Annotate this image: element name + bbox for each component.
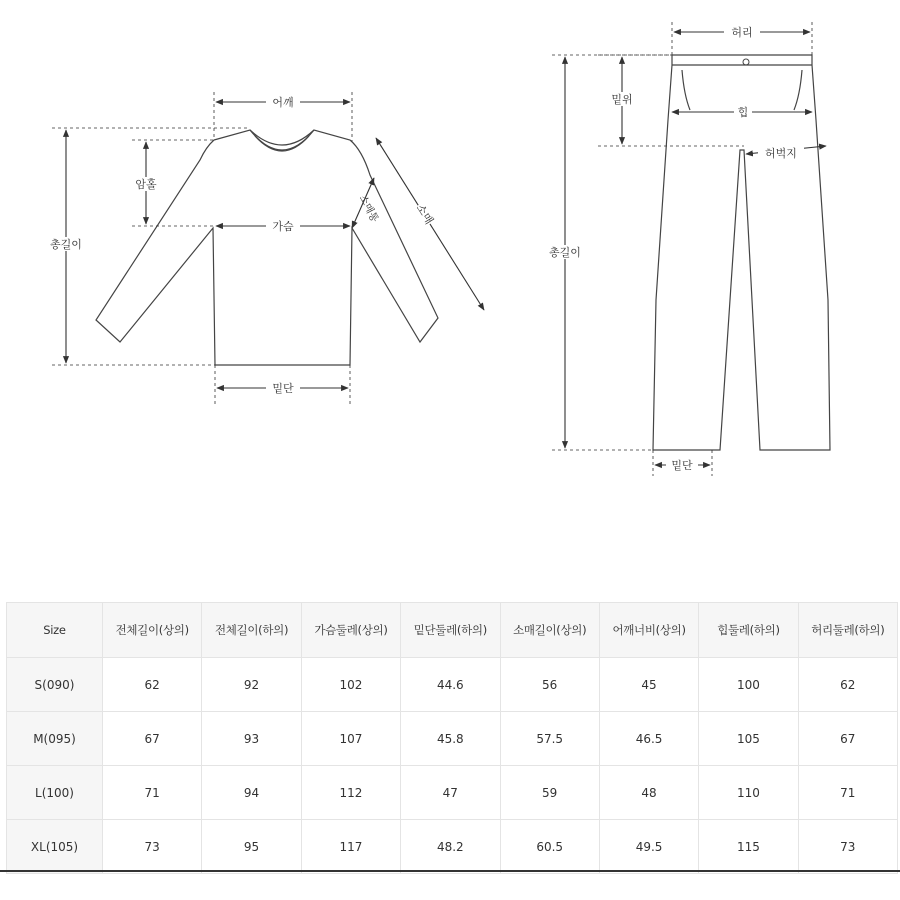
label-pants-rise: 밑위 — [611, 93, 633, 106]
table-cell: 57.5 — [500, 712, 599, 766]
header-sleeve-length: 소매길이(상의) — [500, 603, 599, 658]
table-cell: L(100) — [7, 766, 103, 820]
table-cell: 67 — [103, 712, 202, 766]
table-cell: 62 — [103, 658, 202, 712]
table-cell: 105 — [699, 712, 798, 766]
table-cell: 67 — [798, 712, 897, 766]
top-garment-drawing — [96, 130, 438, 365]
header-hip: 힙둘레(하의) — [699, 603, 798, 658]
label-pants-thigh: 허벅지 — [765, 147, 797, 160]
header-size: Size — [7, 603, 103, 658]
table-cell: 56 — [500, 658, 599, 712]
header-waist: 허리둘레(하의) — [798, 603, 897, 658]
label-sleeve-length: 소매 — [413, 201, 436, 227]
table-row — [7, 766, 898, 820]
table-cell: 49.5 — [599, 820, 698, 874]
table-cell: S(090) — [7, 658, 103, 712]
label-armhole: 암홀 — [135, 178, 157, 191]
table-cell: 44.6 — [401, 658, 500, 712]
table-cell: 93 — [202, 712, 301, 766]
table-cell: 92 — [202, 658, 301, 712]
table-cell: XL(105) — [7, 820, 103, 874]
table-cell: 48 — [599, 766, 698, 820]
table-cell: 115 — [699, 820, 798, 874]
table-cell: 110 — [699, 766, 798, 820]
label-chest: 가슴 — [272, 220, 294, 233]
label-shoulder: 어깨 — [272, 96, 294, 109]
label-top-hem: 밑단 — [272, 382, 294, 395]
table-cell: 107 — [301, 712, 400, 766]
table-cell: M(095) — [7, 712, 103, 766]
table-cell: 112 — [301, 766, 400, 820]
label-top-total-length: 총길이 — [50, 238, 82, 251]
label-pants-hip: 힙 — [737, 106, 749, 119]
table-cell: 47 — [401, 766, 500, 820]
header-shoulder-width: 어깨너비(상의) — [599, 603, 698, 658]
table-cell: 45 — [599, 658, 698, 712]
table-row — [7, 658, 898, 712]
header-hem: 밑단둘레(하의) — [401, 603, 500, 658]
table-cell: 117 — [301, 820, 400, 874]
table-cell: 62 — [798, 658, 897, 712]
table-cell: 48.2 — [401, 820, 500, 874]
table-cell: 71 — [798, 766, 897, 820]
table-cell: 46.5 — [599, 712, 698, 766]
header-top-total-length: 전체길이(상의) — [103, 603, 202, 658]
header-bottom-total-length: 전체길이(하의) — [202, 603, 301, 658]
table-cell: 45.8 — [401, 712, 500, 766]
header-chest: 가슴둘레(상의) — [301, 603, 400, 658]
size-table — [6, 602, 898, 874]
label-pants-total-length: 총길이 — [549, 246, 581, 259]
table-cell: 100 — [699, 658, 798, 712]
table-cell: 73 — [103, 820, 202, 874]
table-cell: 102 — [301, 658, 400, 712]
bottom-divider — [0, 870, 900, 872]
table-row — [7, 820, 898, 874]
table-cell: 94 — [202, 766, 301, 820]
table-cell: 60.5 — [500, 820, 599, 874]
label-pants-hem: 밑단 — [671, 459, 693, 472]
label-pants-waist: 허리 — [731, 26, 753, 39]
table-row — [7, 712, 898, 766]
label-sleeve-width: 소매통 — [356, 193, 380, 225]
table-cell: 59 — [500, 766, 599, 820]
table-cell: 71 — [103, 766, 202, 820]
table-cell: 95 — [202, 820, 301, 874]
table-cell: 73 — [798, 820, 897, 874]
table-header-row — [7, 603, 898, 658]
